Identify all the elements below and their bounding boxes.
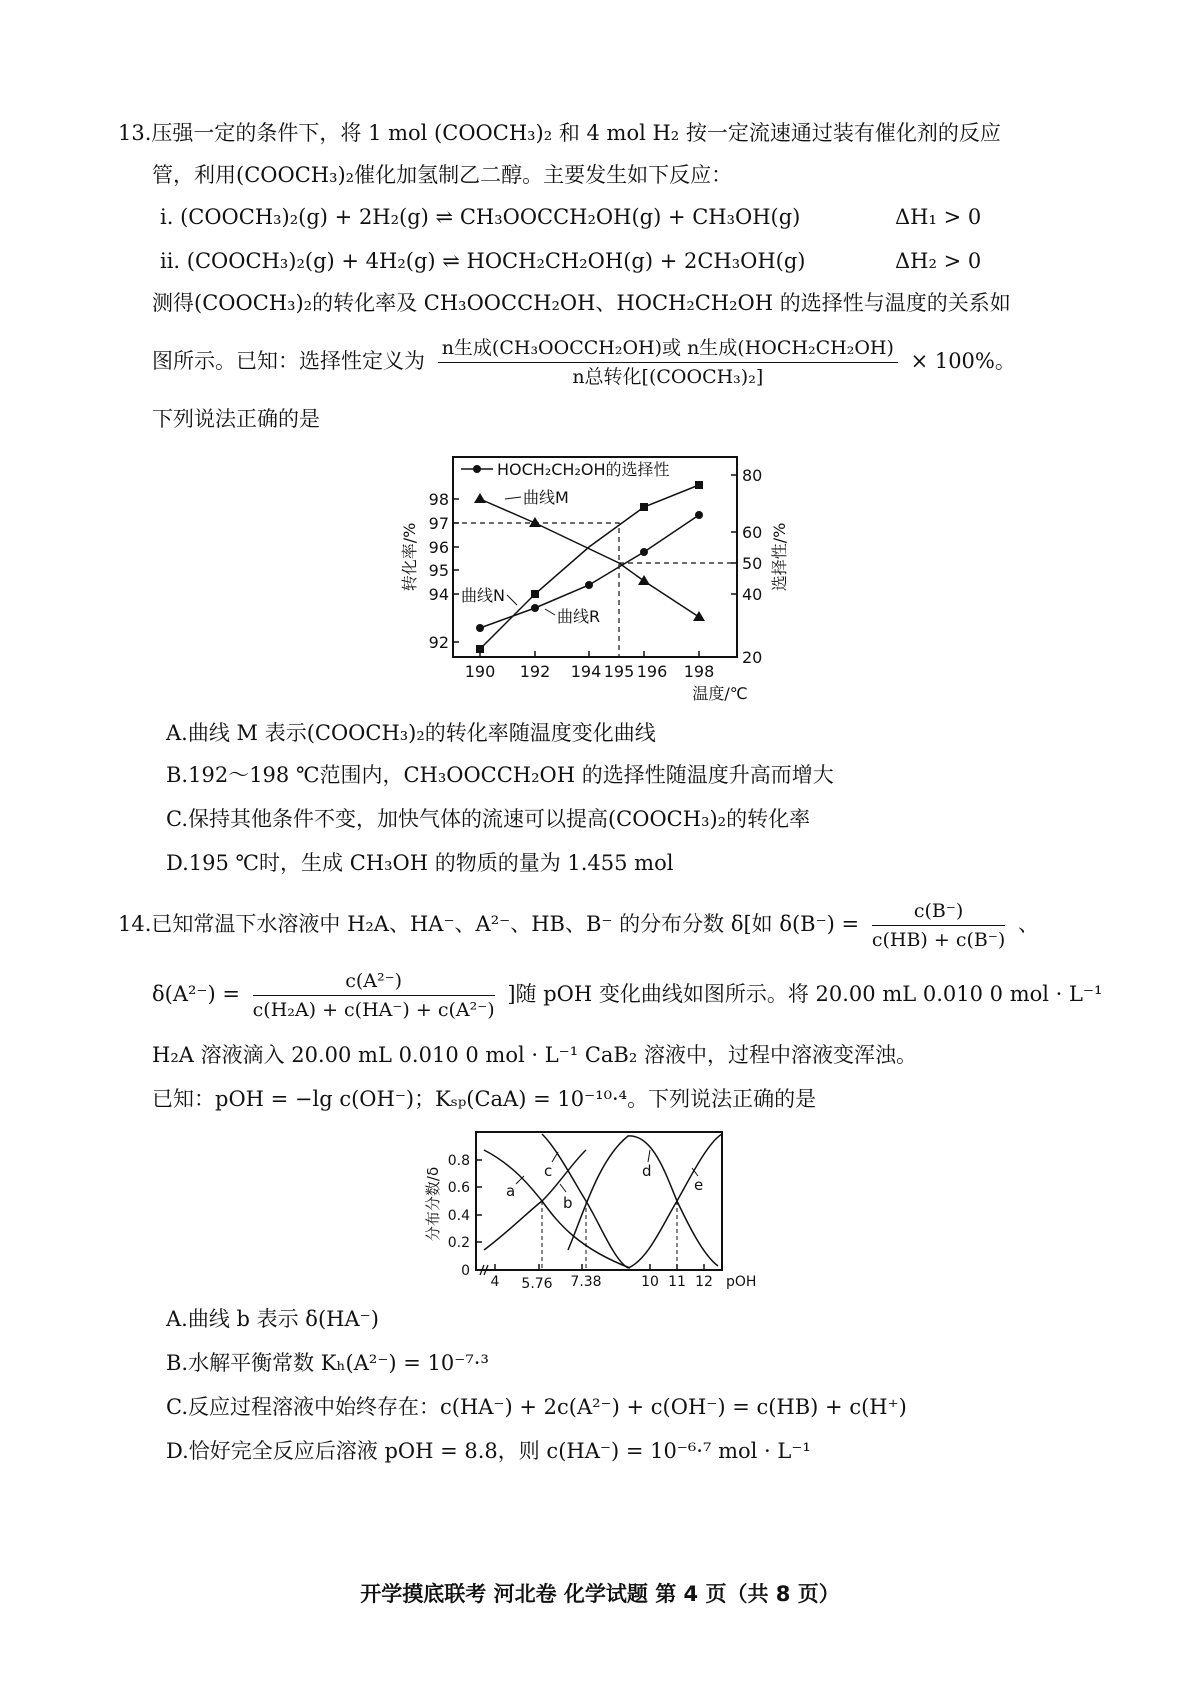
q13-curve-m-point: [693, 611, 705, 621]
q13-def-numerator: n生成(CH₃OOCCH₂OH)或 n生成(HOCH₂CH₂OH): [438, 336, 898, 363]
q13-def-suffix: × 100%。: [910, 349, 1016, 373]
q14-x-tick-10: 10: [641, 1274, 659, 1290]
q13-x-tick-198: 198: [683, 662, 715, 681]
q13-option-b: B.192～198 ℃范围内，CH₃OOCCH₂OH 的选择性随温度升高而增大: [166, 763, 834, 787]
q13-x-label: 温度/℃: [692, 684, 748, 703]
q14-delta-b-fraction: [872, 899, 1005, 952]
q14-x-tick-7.38: 7.38: [570, 1274, 602, 1290]
q14-stem-line4: 已知：pOH = −lg c(OH⁻)；Kₛₚ(CaA) = 10⁻¹⁰·⁴。下列说法正确的是: [152, 1087, 817, 1111]
q14-option-b: B.水解平衡常数 Kₕ(A²⁻) = 10⁻⁷·³: [166, 1351, 489, 1375]
q13-curve-m-point: [638, 575, 650, 585]
q14-label-a: a: [506, 1182, 516, 1200]
q13-curve-n-point: [476, 645, 484, 653]
q14-delta-a-fraction: [253, 969, 495, 1022]
q13-legend-label: HOCH₂CH₂OH的选择性: [497, 460, 670, 479]
q13-x-tick-190: 190: [464, 662, 496, 681]
q14-label-d: d: [642, 1162, 652, 1180]
q14-option-a: A.曲线 b 表示 δ(HA⁻): [166, 1307, 379, 1331]
q14-y-tick-0.2: 0.2: [447, 1235, 470, 1251]
q13-def-fraction: [438, 336, 898, 389]
q14-x-label: pOH: [726, 1274, 757, 1290]
q13-y-tick-92: 92: [428, 633, 449, 652]
q14-x-tick-5.76: 5.76: [521, 1276, 553, 1292]
q14-stem1-suffix: 、: [1017, 912, 1039, 936]
q14-delta-a-denominator: c(H₂A) + c(HA⁻) + c(A²⁻): [252, 999, 495, 1021]
q13-curve-n-point: [531, 590, 539, 598]
q13-curve-r-point: [695, 511, 703, 519]
q13-y2-tick-40: 40: [742, 585, 763, 604]
page-footer: 开学摸底联考 河北卷 化学试题 第 4 页（共 8 页）: [360, 1582, 840, 1606]
q13-y2-tick-20: 20: [742, 648, 763, 667]
q13-curve-m-point: [474, 493, 486, 503]
q13-selectivity-definition: [152, 333, 1016, 389]
q14-stem2-suffix: ]随 pOH 变化曲线如图所示。将 20.00 mL 0.010 0 mol · L⁻¹: [507, 982, 1103, 1006]
q14-label-a-leader: [516, 1176, 524, 1184]
q14-stem1-prefix: 14.已知常温下水溶液中 H₂A、HA⁻、A²⁻、HB、B⁻ 的分布分数 δ[如 δ(B⁻) =: [118, 912, 860, 936]
q13-option-c: C.保持其他条件不变，加快气体的流速可以提高(COOCH₃)₂的转化率: [166, 807, 811, 831]
q13-reaction-2-dh: ΔH₂ > 0: [895, 249, 982, 273]
q13-def-prefix: 图所示。已知：选择性定义为: [152, 349, 425, 373]
q13-y-tick-98: 98: [428, 490, 449, 509]
q14-label-e: e: [694, 1176, 704, 1194]
q13-y-tick-94: 94: [428, 585, 449, 604]
q13-x-tick-195: 195: [603, 662, 635, 681]
q13-y-label-right: 选择性/%: [770, 522, 789, 592]
q14-y-tick-0.6: 0.6: [447, 1180, 470, 1196]
q13-y2-tick-80: 80: [742, 466, 763, 485]
q14-stem-line3: H₂A 溶液滴入 20.00 mL 0.010 0 mol · L⁻¹ CaB₂ 溶液中，过程中溶液变浑浊。: [152, 1043, 917, 1067]
q13-label-r-leader: [545, 609, 555, 615]
q14-chart: [418, 1120, 778, 1295]
q13-curve-m-line: [480, 499, 699, 617]
q13-y-tick-95: 95: [428, 561, 449, 580]
q13-chart: [395, 445, 815, 710]
q14-y-tick-0.4: 0.4: [447, 1208, 470, 1224]
q13-option-d: D.195 ℃时，生成 CH₃OH 的物质的量为 1.455 mol: [166, 851, 674, 875]
q14-x-tick-12: 12: [695, 1274, 713, 1290]
q13-y-tick-97: 97: [428, 514, 449, 533]
q14-curve-e: [628, 1134, 722, 1268]
q13-curve-n-point: [695, 481, 703, 489]
q14-delta-a-numerator: c(A²⁻): [253, 969, 495, 996]
q13-stem-line2: 管，利用(COOCH₃)₂催化加氢制乙二醇。主要发生如下反应：: [152, 163, 733, 187]
q13-label-n-leader: [507, 595, 517, 605]
q14-y-tick-0.8: 0.8: [447, 1153, 470, 1169]
q14-delta-b-denominator: c(HB) + c(B⁻): [871, 929, 1006, 951]
q14-y-label: 分布分数/δ: [424, 1166, 442, 1242]
q14-label-b-leader: [560, 1184, 566, 1192]
q14-option-d: D.恰好完全反应后溶液 pOH = 8.8，则 c(HA⁻) = 10⁻⁶·⁷ mol · L⁻¹: [166, 1439, 811, 1463]
q13-y-tick-96: 96: [428, 538, 449, 557]
q14-curve-c: [542, 1134, 628, 1268]
q14-label-c: c: [544, 1162, 553, 1180]
q13-label-m-leader: [505, 497, 521, 499]
q14-x-tick-11: 11: [668, 1274, 686, 1290]
q13-reaction-1: ⅰ. (COOCH₃)₂(g) + 2H₂(g) ⇌ CH₃OOCCH₂OH(g) + CH₃OH(g): [160, 205, 801, 229]
q13-legend-marker: [473, 465, 481, 473]
q14-label-b: b: [563, 1194, 573, 1212]
q13-y2-tick-60: 60: [742, 523, 763, 542]
q13-curve-n-point: [640, 503, 648, 511]
q13-label-n: 曲线N: [461, 586, 505, 605]
q14-option-c: C.反应过程溶液中始终存在：c(HA⁻) + 2c(A²⁻) + c(OH⁻) = c(HB) + c(H⁺): [166, 1395, 907, 1419]
q13-label-r: 曲线R: [557, 607, 601, 626]
q13-option-a: A.曲线 M 表示(COOCH₃)₂的转化率随温度变化曲线: [166, 721, 656, 745]
q13-curve-m-point: [529, 517, 541, 527]
q14-stem-line1: [118, 896, 1039, 952]
q14-x-tick-4: 4: [490, 1274, 500, 1290]
q13-curve-r-point: [476, 624, 484, 632]
q14-curve-d: [568, 1136, 718, 1266]
q13-curve-r-point: [531, 604, 539, 612]
q13-reaction-1-dh: ΔH₁ > 0: [895, 205, 982, 229]
q13-curve-r-point: [585, 581, 593, 589]
q14-stem2-prefix: δ(A²⁻) =: [152, 982, 240, 1006]
q13-ask: 下列说法正确的是: [152, 407, 320, 431]
q13-x-tick-194: 194: [570, 662, 602, 681]
q14-stem-line2: [152, 966, 1102, 1022]
q13-y2-tick-50: 50: [742, 554, 763, 573]
q13-x-tick-196: 196: [636, 662, 668, 681]
q13-stem-line1: 13.压强一定的条件下，将 1 mol (COOCH₃)₂ 和 4 mol H₂ 按一定流速通过装有催化剂的反应: [118, 121, 1001, 145]
q14-delta-b-numerator: c(B⁻): [872, 899, 1005, 926]
q13-reaction-2: ⅱ. (COOCH₃)₂(g) + 4H₂(g) ⇌ HOCH₂CH₂OH(g) + 2CH₃OH(g): [160, 249, 806, 273]
q13-curve-r-point: [640, 548, 648, 556]
q13-x-tick-192: 192: [519, 662, 551, 681]
q14-curve-a: [484, 1150, 630, 1268]
q14-y-tick-0: 0: [461, 1263, 470, 1279]
q13-def-denominator: n总转化[(COOCH₃)₂]: [572, 366, 764, 388]
q14-label-d-leader: [648, 1150, 650, 1162]
q13-stem-line3: 测得(COOCH₃)₂的转化率及 CH₃OOCCH₂OH、HOCH₂CH₂OH 的选择性与温度的关系如: [152, 291, 1011, 315]
q14-label-c-leader: [552, 1152, 558, 1162]
q13-y-label-left: 转化率/%: [400, 522, 419, 592]
q13-label-m: 曲线M: [523, 488, 569, 507]
